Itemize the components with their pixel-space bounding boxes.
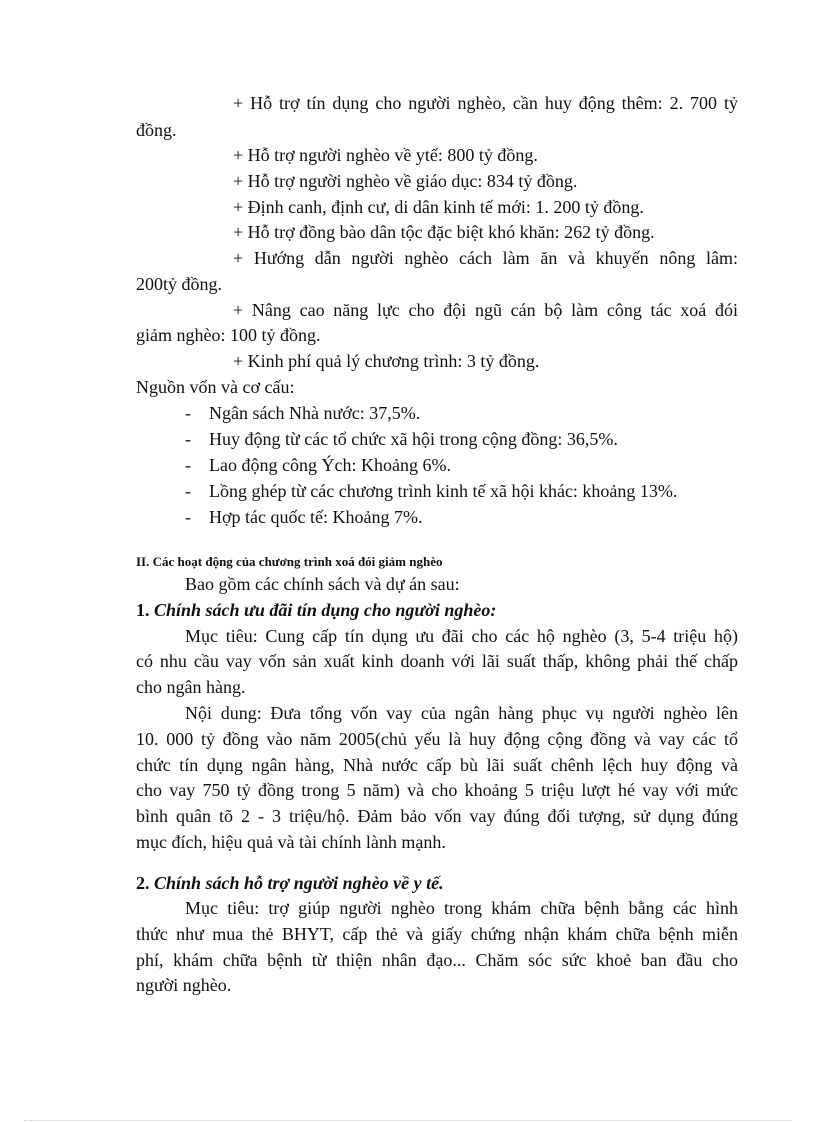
support-item-credit-cont: đồng.	[136, 120, 177, 140]
policy-1-content: Nội dung: Đưa tổng vốn vay của ngân hàng phục vụ người nghèo lên	[185, 703, 738, 723]
policy-1-content: bình quân tõ 2 - 3 triệu/hộ. Đảm bảo vốn vay đúng đối tượng, sử dụng đúng	[136, 806, 738, 826]
bullet-dash: -	[185, 481, 191, 501]
bullet-dash: -	[185, 429, 191, 449]
support-item-capacity-cont: giảm nghèo: 100 tỷ đồng.	[136, 325, 321, 345]
support-item-health: + Hỗ trợ người nghèo về ytế: 800 tỷ đồng.	[233, 145, 538, 165]
policy-1-objective: có nhu cầu vay vốn sản xuất kinh doanh với lãi suất thấp, không phải thế chấp	[136, 651, 738, 671]
policy-2-objective: thức như mua thẻ BHYT, cấp thẻ và giấy chứng nhận khám chữa bệnh miễn	[136, 924, 738, 944]
support-item-ethnic: + Hỗ trợ đồng bào dân tộc đặc biệt khó khăn: 262 tỷ đồng.	[233, 222, 655, 242]
policy-1-content: chức tín dụng ngân hàng, Nhà nước cấp bù lãi suất chênh lệch huy động và	[136, 755, 738, 775]
support-item-education: + Hỗ trợ người nghèo về giáo dục: 834 tỷ đồng.	[233, 171, 578, 191]
bullet-dash: -	[185, 455, 191, 475]
funding-item: Hợp tác quốc tế: Khoảng 7%.	[209, 507, 423, 527]
funding-title: Nguồn vốn và cơ cấu:	[136, 377, 295, 397]
policy-1-heading	[136, 601, 496, 619]
policy-1-content: 10. 000 tỷ đồng vào năm 2005(chủ yếu là huy động cộng đồng và vay các tổ	[136, 729, 738, 749]
policy-2-objective: người nghèo.	[136, 975, 232, 995]
policy-1-title: Chính sách ưu đãi tín dụng cho người nghèo:	[154, 600, 497, 620]
policy-2-title: Chính sách hỗ trợ người nghèo về y tế.	[154, 873, 444, 893]
support-item-guidance-cont: 200tỷ đồng.	[136, 274, 223, 294]
section-heading: II. Các hoạt động của chương trình xoá đói giảm nghèo	[136, 554, 443, 569]
support-item-management: + Kinh phí quả lý chương trình: 3 tỷ đồng.	[233, 351, 540, 371]
funding-item: Ngân sách Nhà nước: 37,5%.	[209, 403, 421, 423]
support-item-capacity: + Nâng cao năng lực cho đội ngũ cán bộ làm công tác xoá đói	[233, 300, 738, 320]
funding-item: Huy động từ các tổ chức xã hội trong cộng đồng: 36,5%.	[209, 429, 618, 449]
policy-2-objective: phí, khám chữa bệnh từ thiện nhân đạo... Chăm sóc sức khoẻ ban đầu cho	[136, 950, 738, 970]
section-intro: Bao gồm các chính sách và dự án sau:	[185, 574, 460, 594]
policy-1-content: mục đích, hiệu quả và tài chính lành mạnh.	[136, 832, 446, 852]
page-bottom-rule	[24, 1120, 792, 1121]
policy-2-heading	[136, 874, 444, 892]
policy-1-content: cho vay 750 tỷ đồng trong 5 năm) và cho khoảng 5 triệu lượt hé vay với mức	[136, 780, 738, 800]
support-item-resettlement: + Định canh, định cư, di dân kinh tế mới: 1. 200 tỷ đồng.	[233, 197, 644, 217]
bullet-dash: -	[185, 403, 191, 423]
support-item-guidance: + Hướng dẫn người nghèo cách làm ăn và khuyến nông lâm:	[233, 248, 738, 268]
funding-item: Lồng ghép từ các chương trình kinh tế xã hội khác: khoảng 13%.	[209, 481, 678, 501]
policy-1-number: 1.	[136, 600, 150, 620]
policy-2-number: 2.	[136, 873, 150, 893]
support-item-credit: + Hỗ trợ tín dụng cho người nghèo, cần huy động thêm: 2. 700 tỷ	[233, 93, 738, 113]
policy-2-objective: Mục tiêu: trợ giúp người nghèo trong khám chữa bệnh bằng các hình	[185, 898, 738, 918]
funding-item: Lao động công Ých: Khoảng 6%.	[209, 455, 451, 475]
policy-1-objective: cho ngân hàng.	[136, 677, 246, 697]
policy-1-objective: Mục tiêu: Cung cấp tín dụng ưu đãi cho các hộ nghèo (3, 5-4 triệu hộ)	[185, 626, 738, 646]
bullet-dash: -	[185, 507, 191, 527]
